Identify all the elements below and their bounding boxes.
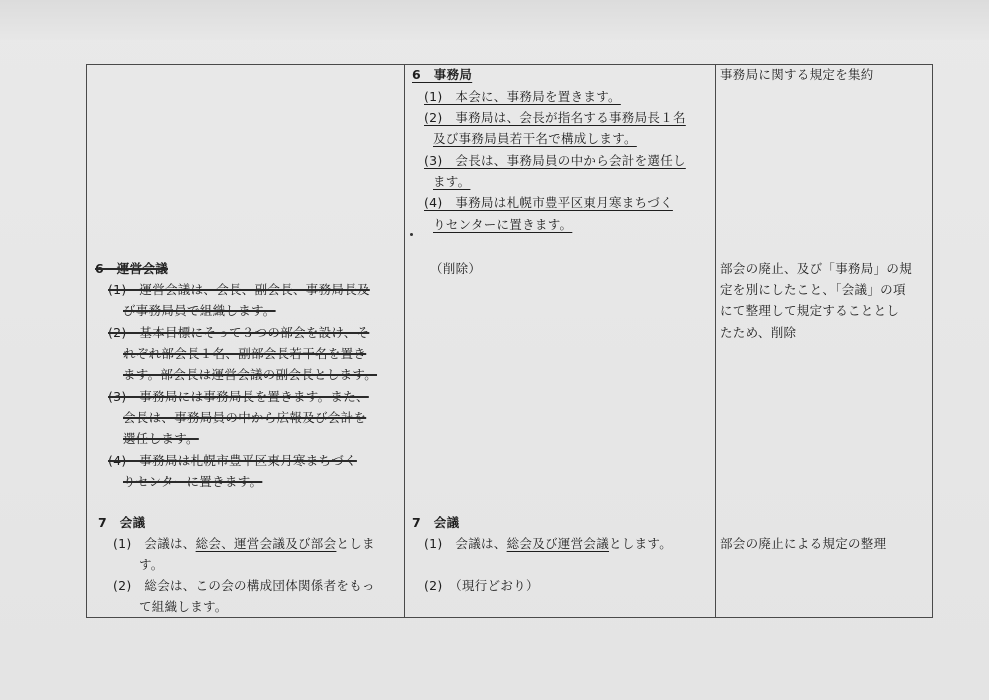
middle-section6-line: (4) 事務局は札幌市豊平区東月寒まちづく — [424, 195, 673, 210]
left-section6-line: 会長は、事務局員の中から広報及び会計を — [123, 410, 367, 425]
page-top-shadow — [0, 0, 989, 40]
reason-note-2-line: 定を別にしたこと、「会議」の項 — [720, 282, 906, 297]
middle-section6-line: りセンターに置きます。 — [433, 217, 573, 232]
middle-section6-line: ます。 — [433, 174, 471, 189]
middle-section6-title: 6 事務局 — [412, 67, 473, 82]
left-section6-line: (3) 事務局には事務局長を置きます。また、 — [108, 389, 369, 404]
left-section6-line: (1) 運営会議は、会長、副会長、事務局長及 — [108, 282, 370, 297]
middle-section6-line: (1) 本会に、事務局を置きます。 — [424, 89, 621, 104]
reason-note-1: 事務局に関する規定を集約 — [720, 67, 874, 82]
reason-note-2-line: にて整理して規定することとし — [720, 303, 900, 318]
middle-item1-text-end: とします。 — [609, 536, 673, 551]
left-section6-line: び事務局員で組織します。 — [123, 303, 276, 318]
reason-note-2-line: 部会の廃止、及び「事務局」の規 — [720, 261, 913, 276]
left-item1-underlined: 総会、運営会議及び部会 — [195, 536, 337, 551]
middle-section6-line: (2) 事務局は、会長が指名する事務局長１名 — [424, 110, 686, 125]
left-section7-item1 — [113, 533, 375, 554]
left-section7-title: 7 会議 — [98, 515, 146, 530]
left-section6-line: (4) 事務局は札幌市豊平区東月寒まちづく — [108, 453, 357, 468]
middle-deleted-label: （削除） — [430, 261, 482, 276]
middle-item1-text: (1) 会議は、 — [424, 536, 507, 551]
left-section7-item2-cont: て組織します。 — [139, 599, 228, 614]
scan-speck — [410, 233, 413, 236]
left-item1-text-end: としま — [336, 536, 375, 551]
left-section7-item1-cont: す。 — [139, 557, 164, 572]
left-section6-line: りセンターに置きます。 — [123, 474, 263, 489]
left-section7-item2: (2) 総会は、この会の構成団体関係者をもっ — [113, 578, 375, 593]
left-section6-line: 選任します。 — [123, 431, 199, 446]
left-item1-text: (1) 会議は、 — [113, 536, 196, 551]
middle-section7-item1 — [424, 533, 672, 554]
middle-section7-item2: (2) （現行どおり） — [424, 578, 539, 593]
left-section6-title: 6 運営会議 — [95, 261, 168, 276]
middle-section7-title: 7 会議 — [412, 515, 460, 530]
left-section6-line: れぞれ部会長１名、副部会長若干名を置き — [123, 346, 367, 361]
reason-note-3: 部会の廃止による規定の整理 — [720, 536, 887, 551]
middle-section6-line: 及び事務局員若干名で構成します。 — [433, 131, 637, 146]
middle-item1-underlined: 総会及び運営会議 — [506, 536, 610, 551]
left-section6-line: ます。部会長は運営会議の副会長とします。 — [123, 367, 378, 382]
left-section6-line: (2) 基本目標にそって３つの部会を設け、そ — [108, 325, 370, 340]
reason-note-2-line: たため、削除 — [720, 325, 797, 340]
middle-section6-line: (3) 会長は、事務局員の中から会計を選任し — [424, 153, 686, 168]
